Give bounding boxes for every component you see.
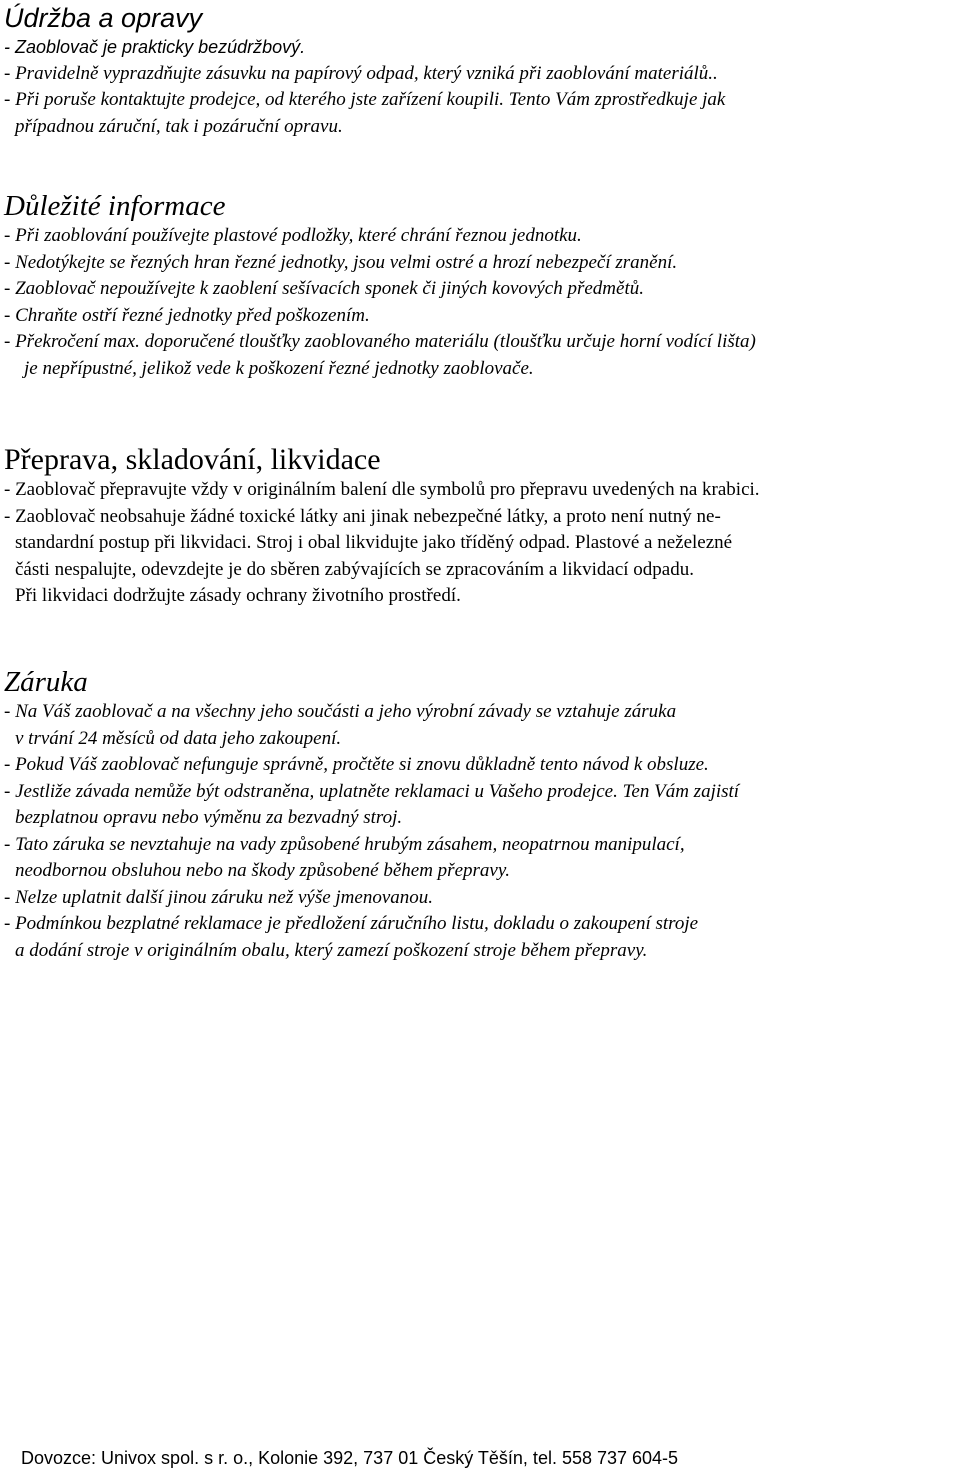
transport-line: standardní postup při likvidaci. Stroj i obal likvidujte jako tříděný odpad. Plastové a neželezné: [15, 532, 733, 553]
important-line: - Při zaoblování používejte plastové podložky, které chrání řeznou jednotku.: [4, 225, 582, 246]
warranty-line: v trvání 24 měsíců od data jeho zakoupení.: [15, 727, 342, 749]
warranty-line: - Nelze uplatnit další jinou záruku než výše jmenovanou.: [4, 886, 434, 908]
warranty-lines: [4, 699, 954, 964]
maintenance-lines: [4, 34, 954, 140]
maintenance-line: - Zaoblovač je prakticky bezúdržbový.: [4, 37, 306, 57]
maintenance-line: - Pravidelně vyprazdňujte zásuvku na papírový odpad, který vzniká při zaoblování materiálů..: [4, 62, 718, 84]
warranty-line: - Tato záruka se nevztahuje na vady způsobené hrubým zásahem, neopatrnou manipulací,: [4, 833, 685, 855]
warranty-heading: Záruka: [4, 666, 88, 698]
important-heading: Důležité informace: [4, 190, 226, 222]
warranty-line: a dodání stroje v originálním obalu, který zamezí poškození stroje během přepravy.: [15, 939, 648, 961]
transport-line: Při likvidaci dodržujte zásady ochrany životního prostředí.: [15, 585, 461, 606]
transport-section: [4, 443, 954, 610]
important-lines: [4, 223, 954, 382]
important-line: - Nedotýkejte se řezných hran řezné jednotky, jsou velmi ostré a hrozí nebezpečí zranění.: [4, 251, 678, 273]
transport-line: - Zaoblovač neobsahuje žádné toxické látky ani jinak nebezpečné látky, a proto není nutný ne-: [4, 505, 721, 527]
warranty-line: - Jestliže závada nemůže být odstraněna, uplatněte reklamaci u Vašeho prodejce. Ten Vám zajistí: [4, 780, 740, 802]
transport-line: části nespalujte, odevzdejte je do sběren zabývajících se zpracováním a likvidací odpadu.: [15, 558, 694, 580]
warranty-section: [4, 665, 954, 964]
maintenance-heading: Údržba a opravy: [4, 3, 203, 33]
warranty-line: neodbornou obsluhou nebo na škody způsobené během přepravy.: [15, 860, 510, 881]
maintenance-section: [4, 2, 954, 140]
important-line: - Chraňte ostří řezné jednotky před poškozením.: [4, 304, 370, 326]
maintenance-line: případnou záruční, tak i pozáruční opravu.: [15, 115, 343, 137]
important-line: - Překročení max. doporučené tloušťky zaoblovaného materiálu (tloušťku určuje horní vodící lišta): [4, 331, 756, 352]
warranty-line: - Na Váš zaoblovač a na všechny jeho součásti a jeho výrobní závady se vztahuje záruka: [4, 701, 677, 722]
important-section: [4, 189, 954, 382]
warranty-line: - Pokud Váš zaoblovač nefunguje správně, pročtěte si znovu důkladně tento návod k obsluze.: [4, 754, 709, 775]
transport-heading: Přeprava, skladování, likvidace: [4, 443, 381, 476]
transport-line: - Zaoblovač přepravujte vždy v originálním balení dle symbolů pro přepravu uvedených na krabici.: [4, 479, 760, 500]
important-line: je nepřípustné, jelikož vede k poškození řezné jednotky zaoblovače.: [24, 357, 534, 379]
maintenance-line: - Při poruše kontaktujte prodejce, od kterého jste zařízení koupili. Tento Vám zprostředkuje jak: [4, 89, 726, 110]
importer-footer: Dovozce: Univox spol. s r. o., Kolonie 392, 737 01 Český Těšín, tel. 558 737 604-5: [21, 1448, 679, 1468]
transport-lines: [4, 477, 954, 610]
warranty-line: bezplatnou opravu nebo výměnu za bezvadný stroj.: [15, 807, 403, 828]
important-line: - Zaoblovač nepoužívejte k zaoblení sešívacích sponek či jiných kovových předmětů.: [4, 278, 644, 299]
warranty-line: - Podmínkou bezplatné reklamace je předložení záručního listu, dokladu o zakoupení stroje: [4, 913, 699, 934]
